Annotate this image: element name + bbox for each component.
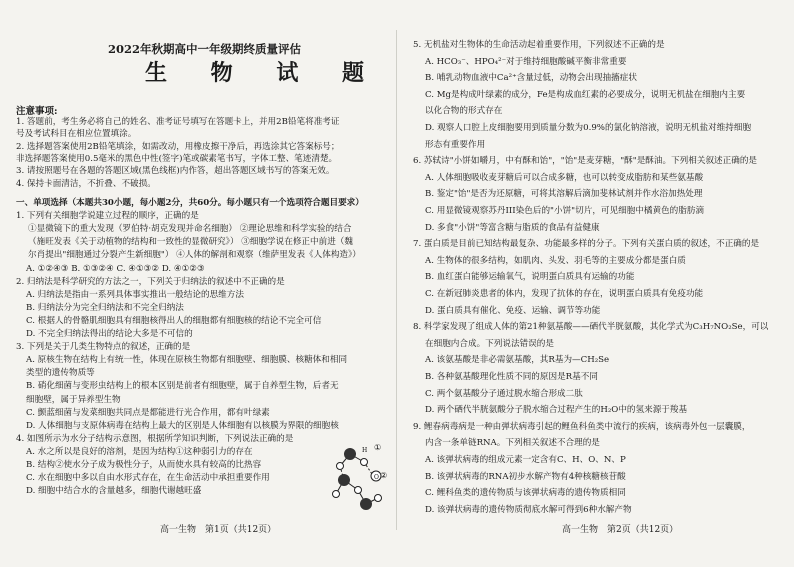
text-line: 形态有重要作用 xyxy=(425,139,486,150)
text-line: 7. 蛋白质是目前已知结构最复杂、功能最多样的分子。下列有关蛋白质的叙述，不正确的是 xyxy=(413,239,760,250)
figure-label-1: ① xyxy=(374,443,382,452)
text-line: A. 水之所以是良好的溶剂，是因为结构①这种弱引力的存在 xyxy=(26,446,253,457)
text-line: D. 不完全归纳法得出的结论大多是不可信的 xyxy=(26,329,193,339)
text-line: B. 血红蛋白能够运输氧气，说明蛋白质具有运输的功能 xyxy=(425,272,635,283)
text-line: 3. 请按照题号在各题的答题区域(黑色线框)内作答，超出答题区域书写的答案无效。 xyxy=(16,166,335,177)
text-line: 9. 鲤春病毒病是一种由弹状病毒引起的鲤鱼科鱼类中流行的疾病，该病毒外包一层囊膜， xyxy=(413,421,751,432)
text-line: A. HCO₃⁻、HPO₄²⁻对于维持细胞酸碱平衡非常重要 xyxy=(425,56,627,67)
text-line: 4. 保持卡面清洁，不折叠、不破损。 xyxy=(16,178,156,189)
text-line: 细胞壁，属于异养型生物 xyxy=(26,394,121,405)
text-line: 以化合物的形式存在 xyxy=(425,106,503,117)
section-heading: 一、单项选择（本题共30小题，每小题2分，共60分。每小题只有一个选项符合题目要求） xyxy=(16,198,364,208)
text-line: A. ①②④③ B. ①③②④ C. ④①③② D. ④①②③ xyxy=(26,263,205,274)
text-line: 号及考试科目在相应位置填涂。 xyxy=(16,129,137,140)
left-footer: 高一生物 第1页（共12页） xyxy=(160,525,277,535)
text-line: A. 归纳法是指由一系列具体事实推出一般结论的思维方法 xyxy=(26,289,244,300)
text-line: 2. 归纳法是科学研究的方法之一，下列关于归纳法的叙述中不正确的是 xyxy=(16,276,285,287)
water-molecule-figure xyxy=(322,432,392,516)
text-line: D. 多食"小饼"等富含糖与脂质的食品有益健康 xyxy=(425,222,600,233)
text-line: 5. 无机盐对生物体的生命活动起着重要作用，下列叙述不正确的是 xyxy=(413,40,665,50)
text-line: （施旺发表《关于动植物的结构和一致性的显微研究》） ③细胞学说在修正中前进（魏 xyxy=(28,237,353,248)
notes-heading: 注意事项: xyxy=(16,106,58,117)
text-line: D. 细胞中结合水的含量越多，细胞代谢越旺盛 xyxy=(26,486,202,497)
figure-label-2: ② xyxy=(380,471,388,480)
exam-title: 2022年秋期高中一年级期终质量评估 xyxy=(108,42,302,56)
text-line: B. 结构②使水分子成为极性分子，从而使水具有较高的比热容 xyxy=(26,460,262,470)
text-line: C. 鲤科鱼类的遗传物质与该弹状病毒的遗传物质相同 xyxy=(425,488,626,499)
text-line: 1. 答题前，考生务必将自己的姓名、准考证号填写在答题卡上，并用2B铅笔将准考证 xyxy=(16,117,340,127)
text-line: B. 哺乳动物血液中Ca²⁺含量过低，动物会出现抽搐症状 xyxy=(425,73,637,84)
right-footer: 高一生物 第2页（共12页） xyxy=(562,525,679,535)
text-line: A. 人体细胞吸收麦芽糖后可以合成多糖，也可以转变成脂肪和某些氨基酸 xyxy=(425,172,704,183)
text-line: A. 生物体的很多结构，如肌肉、头发、羽毛等的主要成分都是蛋白质 xyxy=(425,255,686,266)
text-line: B. 归纳法分为完全归纳法和不完全归纳法 xyxy=(26,302,184,313)
text-line: D. 人体细胞与支原体病毒在结构上最大的区别是人体细胞有以核膜为界限的细胞核 xyxy=(26,420,339,431)
figure-atom-o: O xyxy=(374,474,379,481)
text-line: A. 原核生物在结构上有统一性，体现在原核生物都有细胞壁、细胞膜、核糖体和相同 xyxy=(26,355,348,366)
text-line: D. 该弹状病毒的遗传物质彻底水解可得到6种水解产物 xyxy=(425,504,632,515)
text-line: B. 该弹状病毒的RNA初步水解产物有4种核糖核苷酸 xyxy=(425,471,626,482)
text-line: A. 该氨基酸是非必需氨基酸，其R基为—CH₂Se xyxy=(425,355,610,366)
text-line: 非选择题答案使用0.5毫米的黑色中性(签字)笔或碳素笔书写，字体工整、笔迹清楚。 xyxy=(16,153,338,164)
text-line: B. 鉴定"饴"是否为还原糖，可将其溶解后滴加斐林试剂并作水浴加热处理 xyxy=(425,189,703,200)
text-line: C. 颤蓝细菌与发菜细胞共同点是都能进行光合作用，都有叶绿素 xyxy=(26,407,270,418)
text-line: 4. 如图所示为水分子结构示意图，根据所学知识判断，下列说法正确的是 xyxy=(16,433,294,444)
text-line: C. 水在细胞中多以自由水形式存在，在生命活动中承担重要作用 xyxy=(26,473,270,484)
text-line: B. 硝化细菌与变形虫结构上的根本区别是前者有细胞壁，属于自养型生物，后者无 xyxy=(26,381,339,392)
text-line: 在细胞内合成。下列说法错误的是 xyxy=(425,338,554,349)
text-line: ①显微镜下的重大发现（罗伯特·胡克发现并命名细胞） ②理论思维和科学实验的结合 xyxy=(28,224,352,235)
figure-atom-h: H xyxy=(362,447,368,454)
text-line: C. 根据人的骨骼肌细胞具有细胞核得出人的细胞都有细胞核的结论不完全可信 xyxy=(26,315,322,326)
text-line: 类型的遗传物质等 xyxy=(26,368,95,379)
subject-title: 生 物 试 题 xyxy=(145,60,382,86)
text-line: C. 两个氨基酸分子通过脱水缩合形成二肽 xyxy=(425,388,583,399)
text-line: 3. 下列是关于几类生物特点的叙述，正确的是 xyxy=(16,342,191,353)
text-line: A. 该弹状病毒的组成元素一定含有C、H、O、N、P xyxy=(425,455,626,465)
right-page xyxy=(397,0,794,567)
text-line: 1. 下列有关细胞学说建立过程的顺序，正确的是 xyxy=(16,211,199,222)
text-line: 内含一条单链RNA。下列相关叙述不合理的是 xyxy=(425,438,600,449)
text-line: C. Mg是构成叶绿素的成分，Fe是构成血红素的必要成分，说明无机盐在细胞内主要 xyxy=(425,89,746,100)
text-line: D. 两个硒代半胱氨酸分子脱水缩合过程产生的H₂O中的氢来源于羧基 xyxy=(425,405,688,416)
text-line: C. 用显微镜观察苏丹III染色后的"小饼"切片，可见细胞中橘黄色的脂肪滴 xyxy=(425,206,705,216)
text-line: 2. 选择题答案使用2B铅笔填涂，如需改动，用橡皮擦干净后，再选涂其它答案标号； xyxy=(16,141,340,152)
text-line: 尔肖提出"细胞通过分裂产生新细胞"） ④人体的解剖和观察（维萨里发表《人体构造》） xyxy=(28,250,361,261)
oxygen-atom xyxy=(344,448,356,460)
text-line: 6. 苏轼诗"小饼如嚼月，中有酥和饴"，"饴"是麦芽糖，"酥"是酥油。下列相关叙述正确的是 xyxy=(413,156,758,167)
text-line: D. 蛋白质具有催化、免疫、运输、调节等功能 xyxy=(425,305,601,316)
text-line: D. 观察人口腔上皮细胞要用到质量分数为0.9%的氯化钠溶液，说明无机盐对维持细胞 xyxy=(425,123,752,133)
text-line: 8. 科学家发现了组成人体的第21种氨基酸——硒代半胱氨酸，其化学式为C₃H₇NO₂Se，可以 xyxy=(413,322,769,333)
text-line: C. 在新冠肺炎患者的体内，发现了抗体的存在，说明蛋白质具有免疫功能 xyxy=(425,289,704,299)
text-line: B. 各种氨基酸理化性质不同的原因是R基不同 xyxy=(425,372,598,382)
